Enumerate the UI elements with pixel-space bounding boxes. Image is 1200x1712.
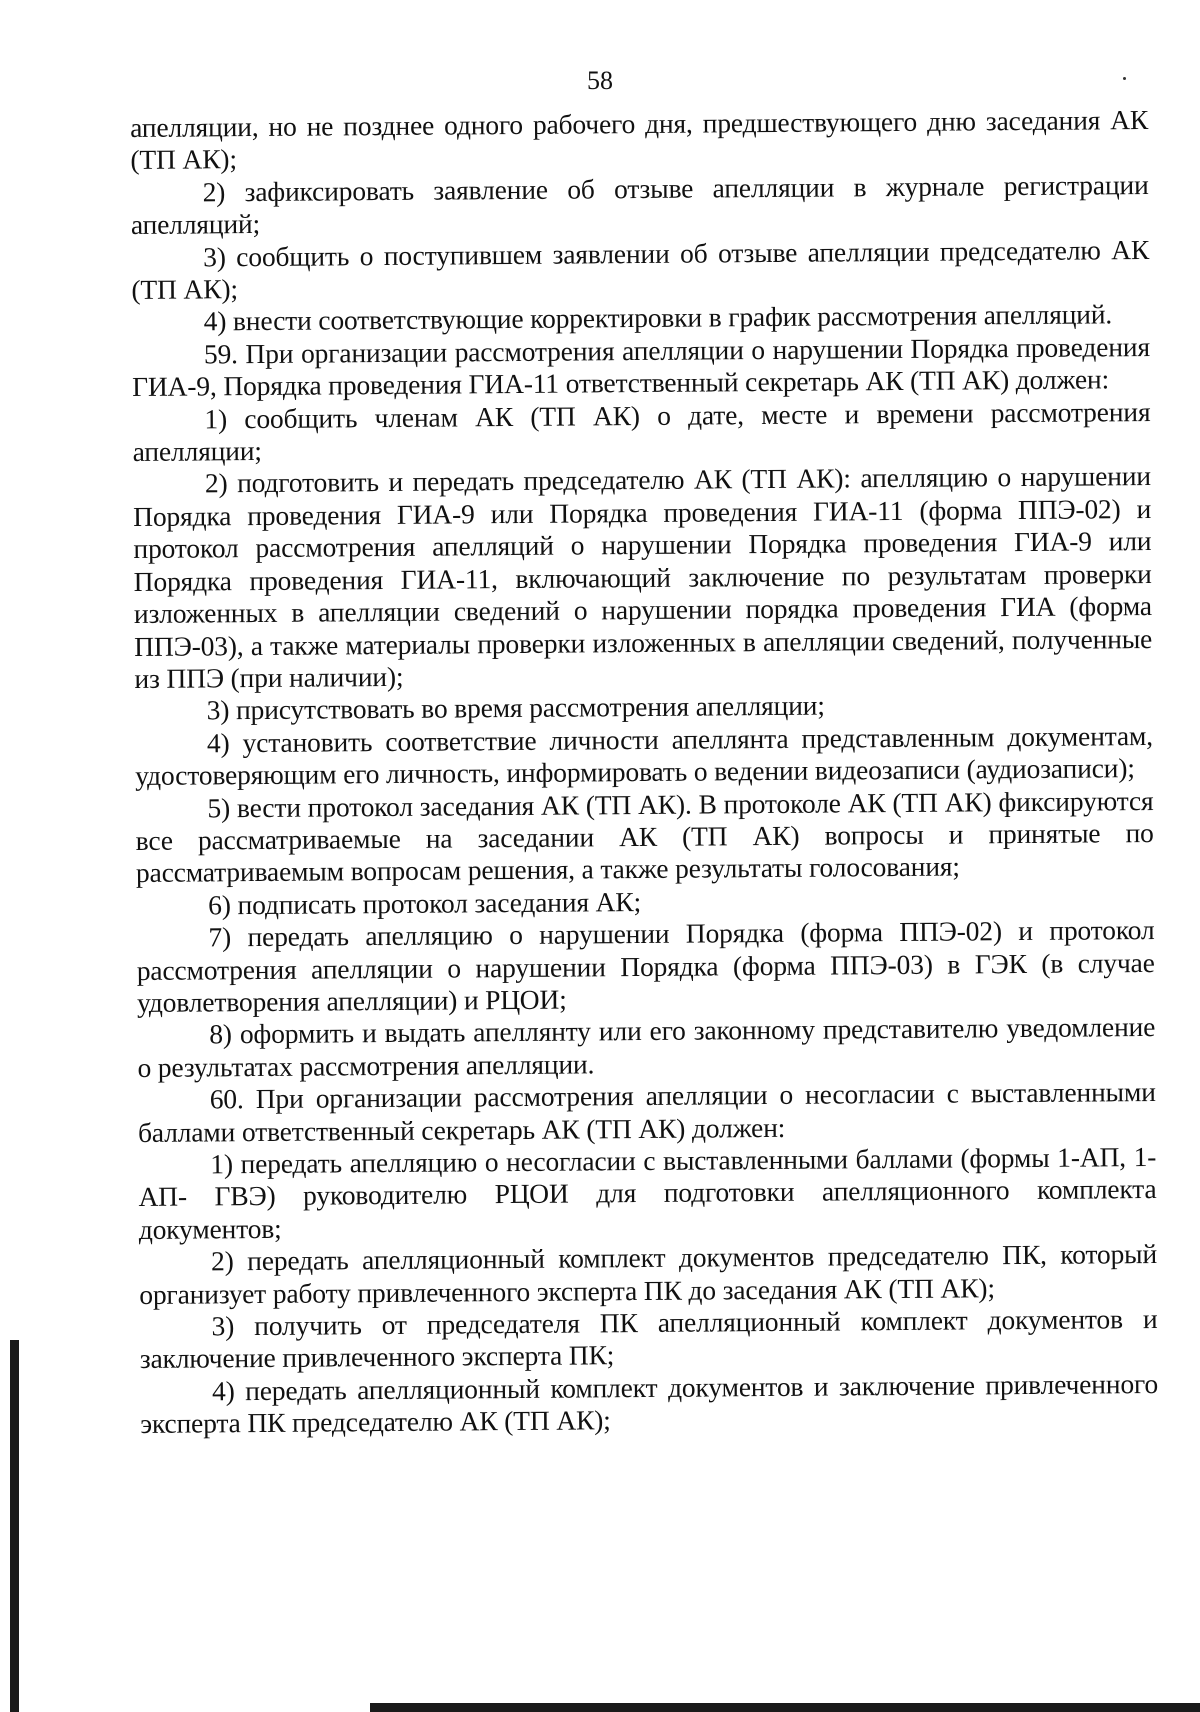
paragraph: 3) сообщить о поступившем заявлении об отзыве апелляции председателю АК (ТП АК); [131,233,1150,306]
paragraph: 4) передать апелляционный комплект документов и заключение привлеченного эксперта ПК председателю АК (ТП АК); [140,1367,1159,1440]
paragraph: 2) зафиксировать заявление об отзыве апелляции в журнале регистрации апелляций; [130,168,1149,241]
paragraph: 6) подписать протокол заседания АК; [208,885,642,921]
paragraph: 4) внести соответствующие корректировки в график рассмотрения апелляций. [203,298,1113,337]
paragraph: 3) присутствовать во время рассмотрения апелляции; [206,689,825,726]
document-body [130,104,1158,1441]
paragraph: 5) вести протокол заседания АК (ТП АК). В протоколе АК (ТП АК) фиксируются все рассматриваемые на заседании АК (ТП АК) вопросы и принятые по рассматриваемым вопросам решения, а также результаты голосования; [135,784,1154,889]
paragraph: 2) подготовить и передать председателю АК (ТП АК): апелляцию о нарушении Порядка проведения ГИА-9 или Порядка проведения ГИА-11 (форма ППЭ-02) и протокол рассмотрения апелляций о нарушении Порядка проведения ГИА-9 или Порядка проведения ГИА-11, включающий заключение по результатам проверки изложенных в апелляции сведений о нарушении порядка проведения ГИА (форма ППЭ-03), а также материалы проверки изложенных в апелляции сведений, полученные из ППЭ (при наличии); [133,460,1153,694]
scan-edge-left [10,1340,19,1712]
paragraph: 59. При организации рассмотрения апелляции о нарушении Порядка проведения ГИА-9, Порядка проведения ГИА-11 ответственный секретарь АК (ТП АК) должен: [132,330,1150,403]
paragraph: 4) установить соответствие личности апеллянта представленным документам, удостоверяющим его личность, информировать о ведении видеозаписи (аудиозаписи); [135,719,1154,792]
paragraph: апелляции, но не позднее одного рабочего дня, предшествующего дню заседания АК (ТП АК); [130,104,1149,176]
page-number: 58 [587,66,613,95]
paragraph: 2) передать апелляционный комплект документов председателю ПК, который организует работу привлеченного эксперта ПК до заседания АК (ТП АК); [139,1238,1158,1310]
paragraph: 1) сообщить членам АК (ТП АК) о дате, месте и времени рассмотрения апелляции; [132,395,1151,468]
paragraph: 7) передать апелляцию о нарушении Порядка (форма ППЭ-02) и протокол рассмотрения апелляции о нарушении Порядка (форма ППЭ-03) в ГЭК (в случае удовлетворения апелляции) и РЦОИ; [136,914,1155,1018]
paragraph: 1) передать апелляцию о несогласии с выставленными баллами (формы 1-АП, 1-АП- ГВЭ) руководителю РЦОИ для подготовки апелляционного комплекта документов; [138,1140,1157,1245]
paragraph: 3) получить от председателя ПК апелляционный комплект документов и заключение привлеченного эксперта ПК; [139,1302,1158,1375]
paragraph: 8) оформить и выдать апеллянту или его законному представителю уведомление о результатах рассмотрения апелляции. [137,1011,1156,1083]
scan-edge-bottom [370,1703,1200,1712]
paragraph: 60. При организации рассмотрения апелляции о несогласии с выставленными баллами ответственный секретарь АК (ТП АК) должен: [137,1076,1156,1148]
